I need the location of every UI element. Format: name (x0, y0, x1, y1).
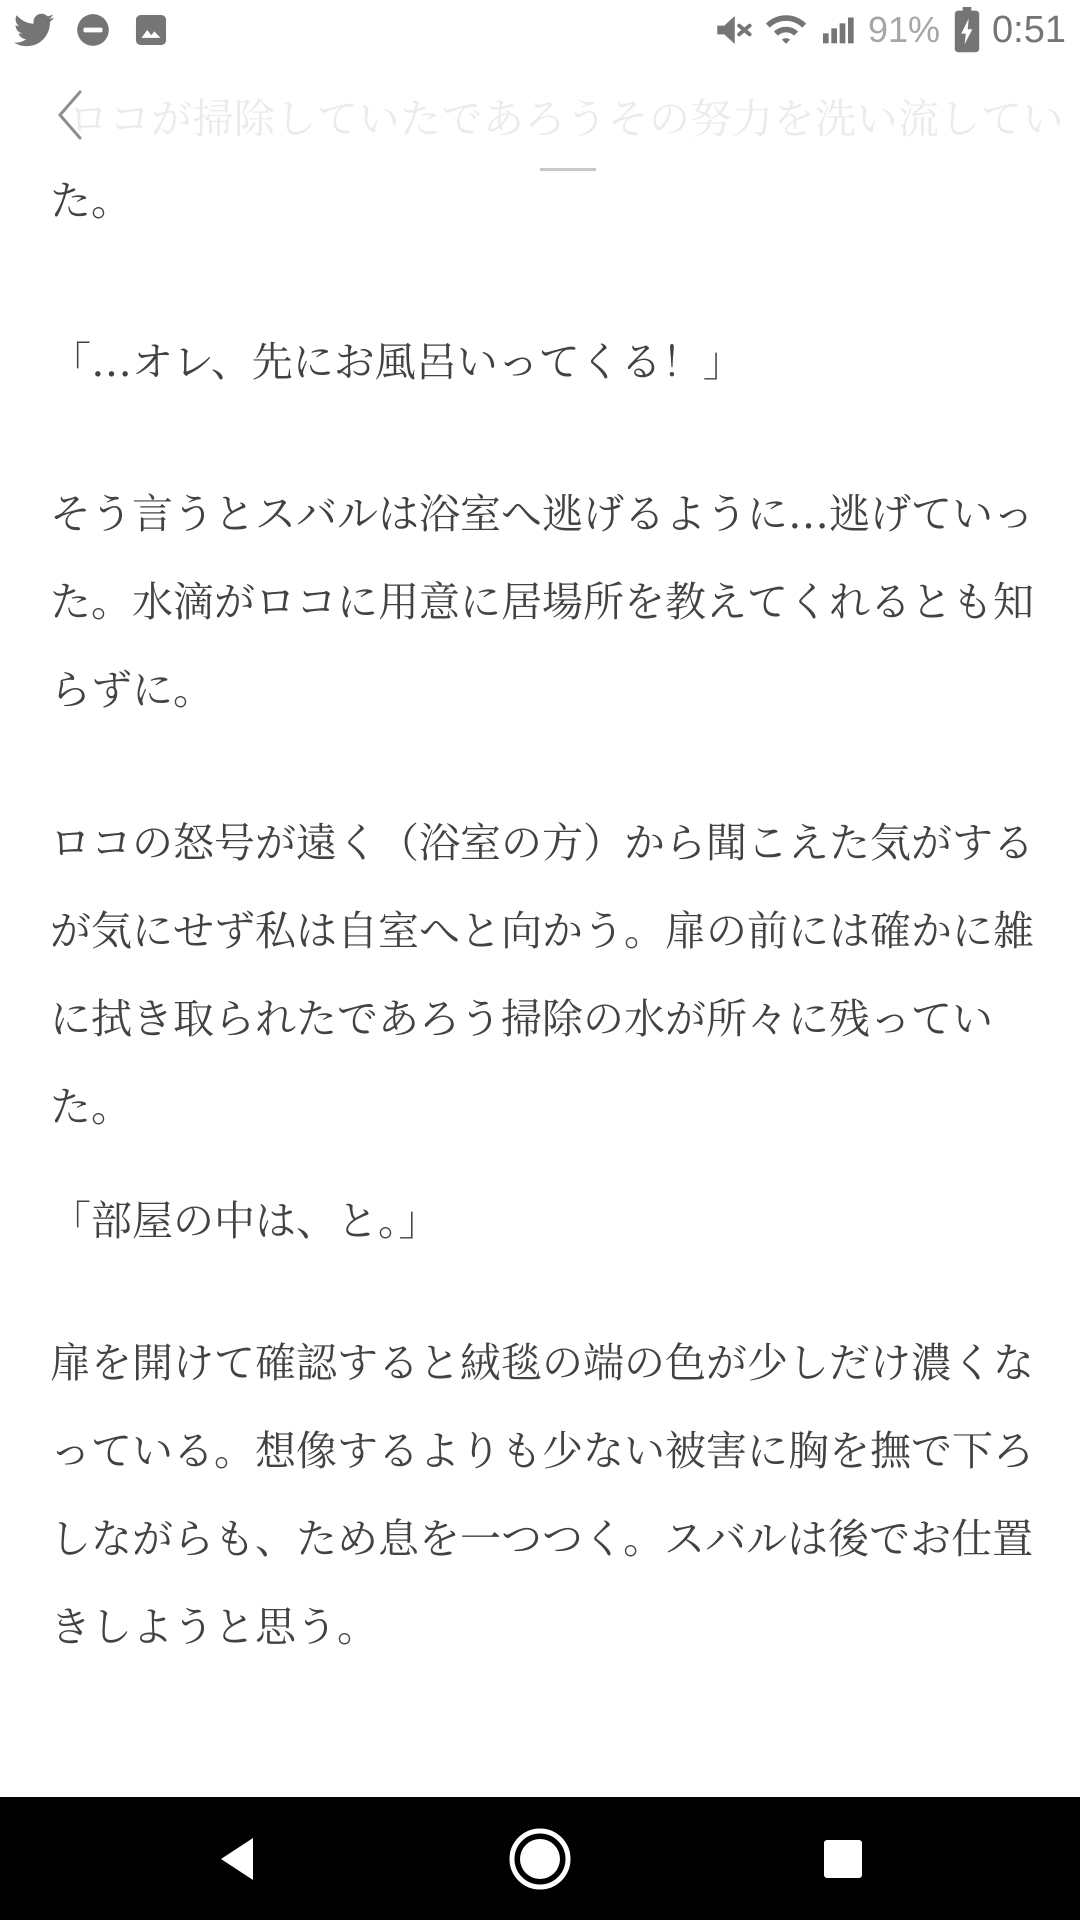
novel-text-line: きしようと思う。 (50, 1603, 378, 1651)
wifi-icon (764, 8, 808, 52)
nav-back-icon (215, 1835, 259, 1883)
novel-text-line: 「部屋の中は、と。」 (50, 1197, 440, 1245)
faded-text-line: ロコが掃除していたであろうその努力を洗い流してい (68, 95, 1064, 143)
clock: 0:51 (992, 9, 1066, 51)
back-button[interactable] (50, 88, 90, 142)
novel-text-line: に拭き取られたであろう掃除の水が所々に残ってい (50, 995, 993, 1043)
novel-text-line: 「…オレ、先にお風呂いってくる！」 (50, 338, 744, 386)
nav-back-button[interactable] (205, 1827, 269, 1891)
novel-text-line: しながらも、ため息を一つつく。スバルは後でお仕置 (50, 1515, 1034, 1563)
screenshot-image-icon (132, 11, 170, 49)
nav-recents-icon (821, 1837, 865, 1881)
chevron-left-icon (50, 88, 90, 142)
novel-text-line: た。水滴がロコに用意に居場所を教えてくれるとも知 (50, 578, 1034, 626)
novel-text-line: そう言うとスバルは浴室へ逃げるように…逃げていっ (50, 490, 1034, 538)
twitter-icon (14, 10, 54, 50)
novel-text-line: っている。想像するよりも少ない被害に胸を撫で下ろ (50, 1427, 1034, 1475)
system-status-icons (712, 0, 1066, 60)
battery-percent: 91% (867, 9, 941, 50)
do-not-disturb-icon (74, 11, 112, 49)
status-bar (0, 0, 1080, 60)
battery-charging-icon (952, 7, 982, 53)
nav-recents-button[interactable] (811, 1827, 875, 1891)
novel-text-line: 扉を開けて確認すると絨毯の端の色が少しだけ濃くな (50, 1339, 1034, 1387)
nav-home-icon (508, 1827, 572, 1891)
nav-home-button[interactable] (508, 1827, 572, 1891)
novel-text-line: た。 (50, 1083, 132, 1131)
novel-text-line: らずに。 (50, 666, 214, 714)
android-nav-bar (0, 1797, 1080, 1920)
cellular-signal-icon (818, 10, 858, 50)
section-divider (540, 168, 596, 171)
novel-text-line: た。 (50, 177, 132, 225)
volume-muted-icon (712, 9, 754, 51)
novel-text-line: ロコの怒号が遠く（浴室の方）から聞こえた気がする (50, 819, 1034, 867)
notification-icons (14, 10, 170, 50)
novel-text-line: が気にせず私は自室へと向かう。扉の前には確かに雑 (50, 907, 1034, 955)
